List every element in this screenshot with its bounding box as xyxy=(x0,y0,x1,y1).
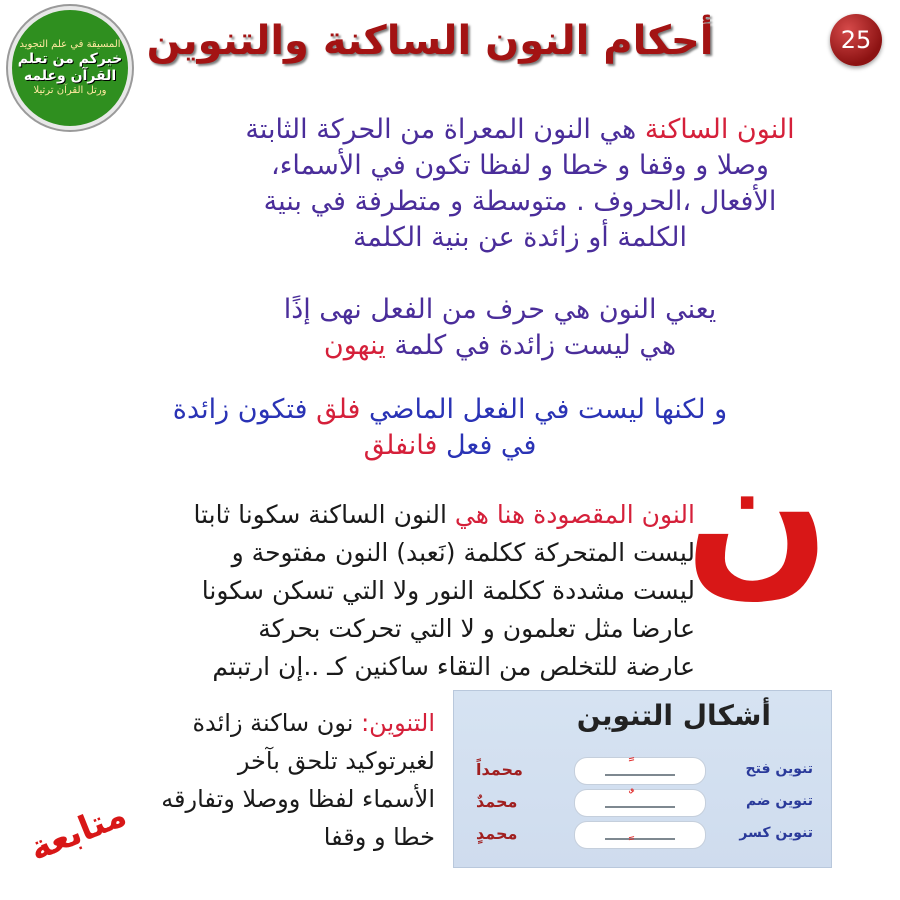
definition-paragraph xyxy=(200,112,840,256)
tanween-row-label: تنوين فتح xyxy=(745,761,813,777)
logo-slogan-1: خيركم من تعلم xyxy=(17,51,123,68)
tanween-row-label: تنوين كسر xyxy=(739,825,813,841)
definition-line-3: الأفعال ،الحروف . متوسطة و متطرفة في بنية xyxy=(263,186,777,217)
explanation-lead: النون المقصودة هنا هي xyxy=(454,500,695,529)
logo xyxy=(8,6,132,130)
logo-slogan-2: القرآن وعلمه xyxy=(23,68,117,84)
page-title: أحكام النون الساكنة والتنوين xyxy=(146,18,714,64)
page-number-badge xyxy=(830,14,882,66)
example-2-line-1-a: و لكنها ليست في الفعل الماضي xyxy=(360,394,728,425)
example-1-line-1: يعني النون هي حرف من الفعل نهى إذًا xyxy=(283,294,717,325)
tanween-line-4: خطا و وقفا xyxy=(323,823,435,851)
example-2-word-2: فانفلق xyxy=(363,430,438,461)
explanation-line-3: ليست مشددة ككلمة النور ولا التي تسكن سكونا xyxy=(201,576,695,605)
definition-term: النون الساكنة xyxy=(644,114,795,145)
definition-line-1-text: هي النون المعراة من الحركة الثابتة xyxy=(245,114,645,145)
definition-line-2: وصلا و وقفا و خطا و لفظا تكون في الأسماء، xyxy=(271,150,769,181)
logo-caption-bottom: ورتل القرآن ترتيلا xyxy=(33,84,107,96)
tanween-row-label: تنوين ضم xyxy=(746,793,813,809)
big-noon-letter: ن xyxy=(684,417,830,615)
tanween-mark-box xyxy=(574,757,706,785)
tanween-line-1 xyxy=(75,704,435,742)
tanween-term: التنوين: xyxy=(361,709,435,737)
logo-caption-top: المسيقة في علم التجويد xyxy=(19,39,121,51)
page-number: 25 xyxy=(840,26,872,54)
explanation-line-1 xyxy=(95,496,695,534)
tanween-example-word: محمدٌ xyxy=(476,792,518,811)
tanween-row-fath xyxy=(464,757,821,785)
example-2-word-1: فلق xyxy=(316,394,361,425)
example-2-line-2-text: في فعل xyxy=(437,430,537,461)
tanween-example-word: محمداً xyxy=(476,760,523,779)
tanween-row-damm xyxy=(464,789,821,817)
tanween-forms-title: أشكال التنوين xyxy=(576,699,771,732)
tanween-mark-box xyxy=(574,821,706,849)
continue-label[interactable]: متابعة xyxy=(24,794,132,870)
tanween-definition xyxy=(75,704,435,856)
example-1-line-2 xyxy=(200,328,800,364)
tanween-line-3: الأسماء لفظا ووصلا وتفارقه xyxy=(161,785,435,813)
tanween-row-kasr xyxy=(464,821,821,849)
tanween-example-word: محمدٍ xyxy=(476,824,518,843)
example-1-paragraph xyxy=(200,292,800,364)
tanween-line-1-text: نون ساكنة زائدة xyxy=(192,709,362,737)
example-1-word: ينهون xyxy=(323,330,386,361)
explanation-line-4: عارضا مثل تعلمون و لا التي تحركت بحركة xyxy=(258,614,695,643)
tanween-line-2: لغيرتوكيد تلحق بآخر xyxy=(237,747,435,775)
tanween-mark-box xyxy=(574,789,706,817)
explanation-line-2: ليست المتحركة ككلمة (نَعبد) النون مفتوحة و xyxy=(231,538,695,567)
tanween-forms-panel xyxy=(453,690,832,868)
explanation-line-5: عارضة للتخلص من التقاء ساكنين كـ ..إن ارتبتم xyxy=(212,652,695,681)
explanation-line-1-text: النون الساكنة سكونا ثابتا xyxy=(193,500,455,529)
example-2-line-1-b: فتكون زائدة xyxy=(172,394,317,425)
definition-line-4: الكلمة أو زائدة عن بنية الكلمة xyxy=(352,222,688,253)
example-1-line-2-text: هي ليست زائدة في كلمة xyxy=(385,330,677,361)
explanation-paragraph xyxy=(95,496,695,686)
definition-line-1 xyxy=(200,112,840,148)
